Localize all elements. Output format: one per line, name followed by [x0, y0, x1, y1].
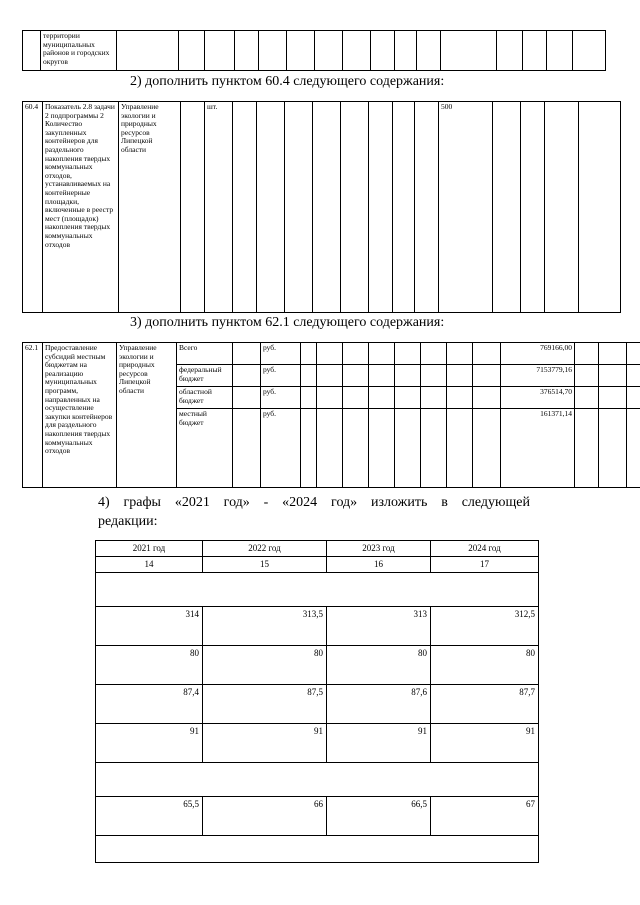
cell	[599, 343, 627, 365]
year-header: 2022 год	[203, 541, 327, 557]
cell	[257, 102, 285, 313]
cell	[447, 343, 473, 365]
cell	[627, 365, 640, 387]
cell	[579, 102, 621, 313]
table-cell: 67	[431, 797, 539, 836]
cell	[393, 102, 415, 313]
cell	[369, 365, 395, 387]
cell	[395, 409, 421, 488]
cell	[395, 31, 417, 71]
table-item-60-4	[22, 101, 621, 313]
table-item-62-1	[22, 342, 640, 488]
table-cell: 91	[327, 724, 431, 763]
funding-source: федеральный бюджет	[177, 365, 233, 387]
cell	[523, 31, 547, 71]
heading-item-2: 2) дополнить пунктом 60.4 следующего содержания:	[130, 74, 445, 89]
cell	[235, 31, 259, 71]
cell	[421, 343, 447, 365]
cell	[285, 102, 313, 313]
cell	[547, 31, 573, 71]
cell	[599, 387, 627, 409]
heading-item-4-continued: редакции:	[98, 514, 158, 529]
cell	[473, 387, 501, 409]
cell	[575, 365, 599, 387]
cell	[317, 387, 343, 409]
cell	[415, 102, 439, 313]
cell	[573, 31, 606, 71]
cell	[369, 387, 395, 409]
indicator-name: Показатель 2.8 задачи 2 подпрограммы 2 Количество закупленных контейнеров для раздельного накопления твердых коммунальных отходов, устанавливаемых на контейнерные площадки, включенные в реестр мест (площадок) накопления твердых коммунальных отходов	[43, 102, 119, 313]
table-cell: 80	[96, 646, 203, 685]
cell	[205, 31, 235, 71]
cell	[313, 102, 341, 313]
value-cell: 7153779,16	[501, 365, 575, 387]
cell	[117, 31, 179, 71]
cell	[521, 102, 545, 313]
table-cell: 91	[96, 724, 203, 763]
cell	[575, 387, 599, 409]
cell	[343, 31, 371, 71]
cell	[301, 343, 317, 365]
cell	[301, 409, 317, 488]
cell	[343, 365, 369, 387]
column-number: 16	[327, 557, 431, 573]
table-cell: 66,5	[327, 797, 431, 836]
cell	[233, 343, 261, 365]
cell	[341, 102, 369, 313]
cell	[233, 365, 261, 387]
table-cell: 87,7	[431, 685, 539, 724]
column-number: 17	[431, 557, 539, 573]
funding-source: местный бюджет	[177, 409, 233, 488]
cell	[421, 387, 447, 409]
cell	[233, 409, 261, 488]
value-cell: 769166,00	[501, 343, 575, 365]
cell	[447, 365, 473, 387]
table-years	[95, 540, 539, 863]
year-header: 2023 год	[327, 541, 431, 557]
cell	[233, 102, 257, 313]
cell	[447, 409, 473, 488]
cell	[545, 102, 579, 313]
cell	[301, 365, 317, 387]
cell	[441, 31, 497, 71]
cell	[575, 409, 599, 488]
cell	[371, 31, 395, 71]
table-cell: 65,5	[96, 797, 203, 836]
executor: Управление экологии и природных ресурсов Липецкой области	[119, 102, 181, 313]
cell	[627, 387, 640, 409]
table-cell: 80	[431, 646, 539, 685]
table-cell: 313,5	[203, 607, 327, 646]
cell	[473, 409, 501, 488]
cell	[287, 31, 315, 71]
cell	[317, 409, 343, 488]
table-cell: 91	[431, 724, 539, 763]
cell	[369, 409, 395, 488]
cell	[317, 365, 343, 387]
value-cell: 500	[439, 102, 493, 313]
cell	[473, 343, 501, 365]
table-cell: 87,6	[327, 685, 431, 724]
unit-cell: руб.	[261, 365, 301, 387]
value-cell: 161371,14	[501, 409, 575, 488]
heading-item-3: 3) дополнить пунктом 62.1 следующего содержания:	[130, 315, 445, 330]
cell	[317, 343, 343, 365]
table-cell: 80	[203, 646, 327, 685]
cell	[421, 365, 447, 387]
cell	[421, 409, 447, 488]
heading-item-4: 4) графы «2021 год» - «2024 год» изложить в следующей	[98, 495, 530, 510]
cell	[369, 102, 393, 313]
item-number: 60.4	[23, 102, 43, 313]
table-cell: 91	[203, 724, 327, 763]
column-number: 15	[203, 557, 327, 573]
value-cell: 376514,70	[501, 387, 575, 409]
event-name: Предоставление субсидий местным бюджетам на реализацию муниципальных программ, направленных на осуществление закупки контейнеров для раздельного накопления твердых коммунальных отходов	[43, 343, 117, 488]
cell	[497, 31, 523, 71]
year-header: 2021 год	[96, 541, 203, 557]
cell	[395, 365, 421, 387]
table-cell: 80	[327, 646, 431, 685]
cell	[417, 31, 441, 71]
unit-cell: руб.	[261, 343, 301, 365]
unit-cell: руб.	[261, 387, 301, 409]
table-cell: 87,4	[96, 685, 203, 724]
territory-cell: территории муниципальных районов и городских округов	[41, 31, 117, 71]
cell	[343, 409, 369, 488]
cell	[599, 365, 627, 387]
unit-cell: руб.	[261, 409, 301, 488]
cell	[233, 387, 261, 409]
cell	[179, 31, 205, 71]
cell	[343, 387, 369, 409]
cell	[473, 365, 501, 387]
funding-source: областной бюджет	[177, 387, 233, 409]
table-continuation	[22, 30, 606, 71]
unit-cell: шт.	[205, 102, 233, 313]
table-cell: 313	[327, 607, 431, 646]
table-row-empty	[96, 763, 539, 797]
table-row-empty	[96, 573, 539, 607]
cell	[315, 31, 343, 71]
cell	[23, 31, 41, 71]
cell	[343, 343, 369, 365]
cell	[369, 343, 395, 365]
cell	[301, 387, 317, 409]
table-row-empty	[96, 836, 539, 863]
cell	[259, 31, 287, 71]
item-number: 62.1	[23, 343, 43, 488]
cell	[395, 387, 421, 409]
executor: Управление экологии и природных ресурсов Липецкой области	[117, 343, 177, 488]
cell	[181, 102, 205, 313]
cell	[575, 343, 599, 365]
column-number: 14	[96, 557, 203, 573]
table-cell: 87,5	[203, 685, 327, 724]
cell	[627, 343, 640, 365]
table-cell: 312,5	[431, 607, 539, 646]
cell	[447, 387, 473, 409]
year-header: 2024 год	[431, 541, 539, 557]
table-cell: 314	[96, 607, 203, 646]
table-cell: 66	[203, 797, 327, 836]
cell	[395, 343, 421, 365]
funding-source: Всего	[177, 343, 233, 365]
cell	[493, 102, 521, 313]
cell	[627, 409, 640, 488]
cell	[599, 409, 627, 488]
